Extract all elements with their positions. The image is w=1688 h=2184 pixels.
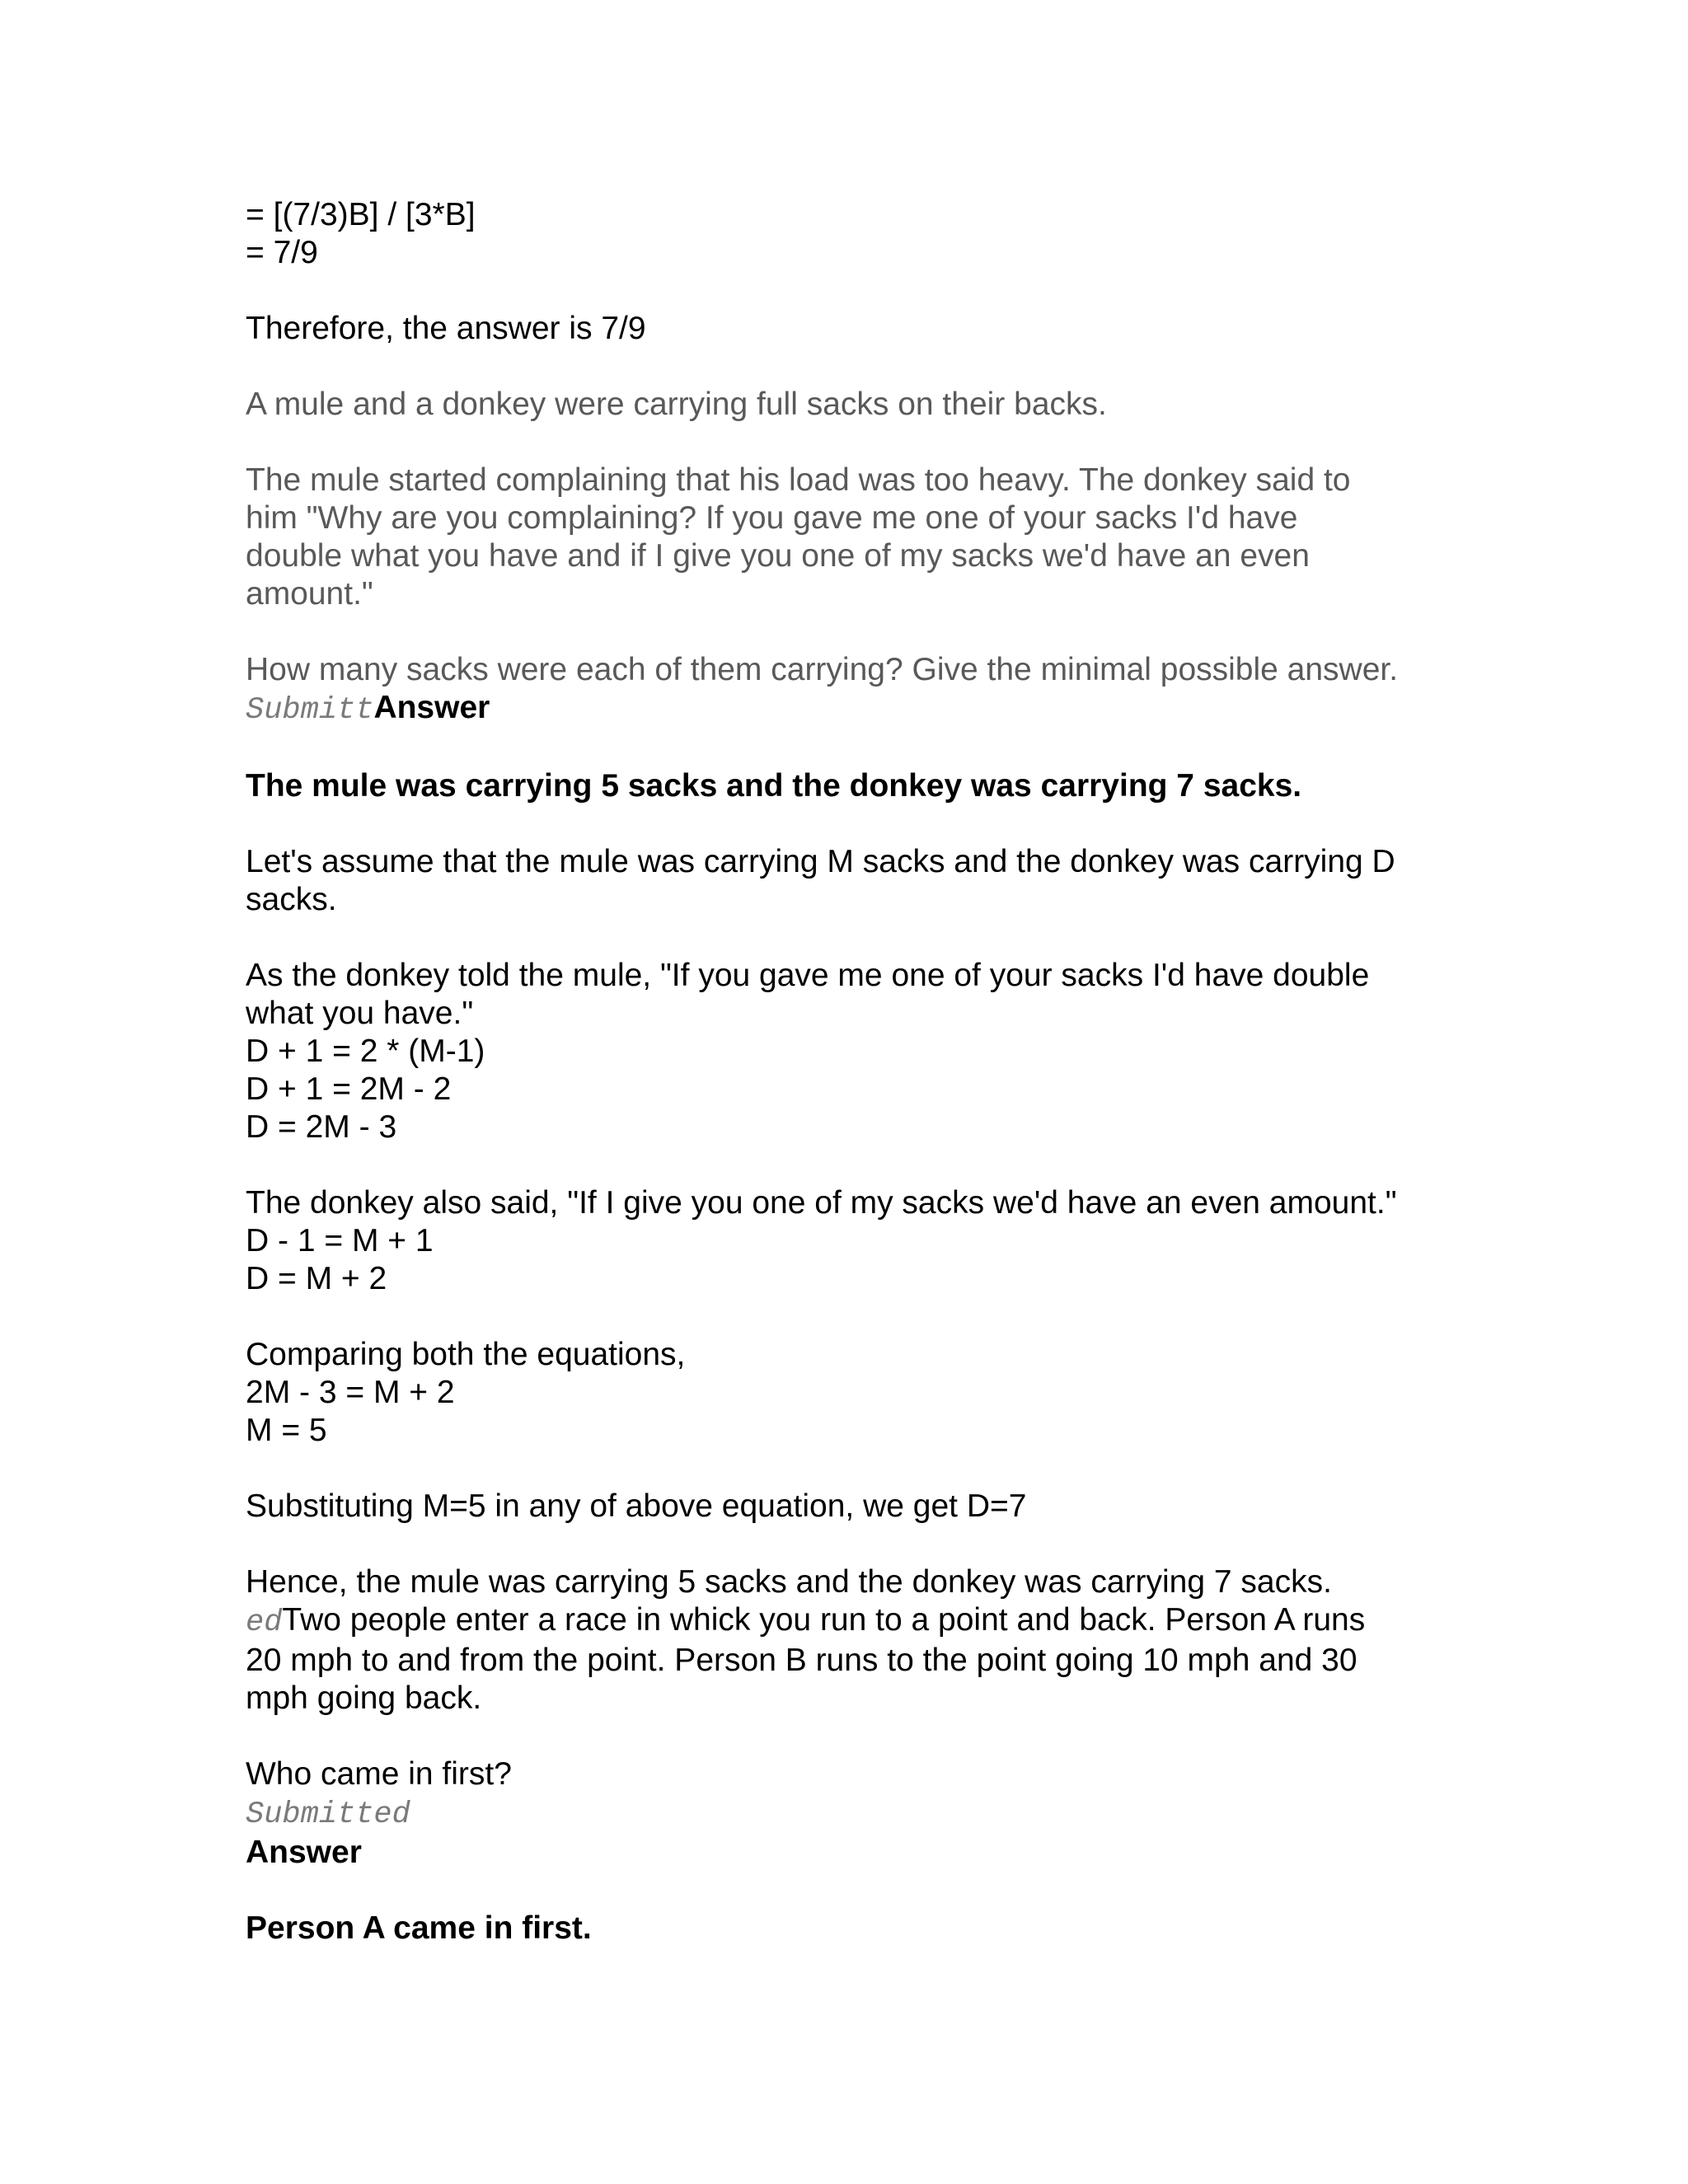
solution-text: sacks.: [246, 882, 337, 917]
solution-text: what you have.": [246, 996, 474, 1031]
puzzle-intro: A mule and a donkey were carrying full sacks on their backs.: [246, 387, 1107, 422]
spacer: [246, 348, 1449, 386]
spacer: [246, 1146, 1449, 1184]
spacer: [246, 919, 1449, 957]
answer-statement: Person A came in first.: [246, 1910, 592, 1946]
equation-line: D + 1 = 2M - 2: [246, 1071, 452, 1107]
answer-heading: Answer: [373, 690, 490, 725]
spacer: [246, 1526, 1449, 1563]
spacer: [246, 272, 1449, 310]
spacer: [246, 805, 1449, 843]
puzzle-story-line: double what you have and if I give you one of my sacks we'd have an even: [246, 538, 1310, 574]
spacer: [246, 424, 1449, 462]
solution-text: Hence, the mule was carrying 5 sacks and the donkey was carrying 7 sacks.: [246, 1564, 1332, 1600]
equation-line: D - 1 = M + 1: [246, 1223, 434, 1258]
submitted-label: Submitt: [246, 693, 374, 728]
race-intro-text: Two people enter a race in whick you run to a point and back. Person A runs: [282, 1602, 1366, 1638]
equation-line: D = 2M - 3: [246, 1109, 397, 1145]
equation-line: = [(7/3)B] / [3*B]: [246, 197, 476, 232]
race-intro-text: mph going back.: [246, 1680, 482, 1716]
puzzle-story-line: him "Why are you complaining? If you gave me one of your sacks I'd have: [246, 500, 1298, 536]
puzzle-story-line: amount.": [246, 576, 373, 612]
race-question: Who came in first?: [246, 1756, 512, 1792]
puzzle-question: How many sacks were each of them carrying? Give the minimal possible answer.: [246, 652, 1399, 687]
spacer: [246, 1872, 1449, 1910]
spacer: [246, 1298, 1449, 1336]
equation-line: = 7/9: [246, 235, 318, 270]
spacer: [246, 1718, 1449, 1755]
spacer: [246, 613, 1449, 651]
equation-line: D + 1 = 2 * (M-1): [246, 1033, 485, 1069]
puzzle-story-line: The mule started complaining that his load was too heavy. The donkey said to: [246, 462, 1351, 498]
spacer: [246, 1450, 1449, 1488]
document-body: [246, 196, 1449, 1947]
solution-text: The donkey also said, "If I give you one of my sacks we'd have an even amount.": [246, 1185, 1397, 1221]
submitted-label: Submitted: [246, 1797, 410, 1832]
solution-text: Comparing both the equations,: [246, 1337, 686, 1372]
answer-statement: The mule was carrying 5 sacks and the donkey was carrying 7 sacks.: [246, 768, 1302, 804]
race-intro-text: 20 mph to and from the point. Person B runs to the point going 10 mph and 30: [246, 1643, 1357, 1678]
equation-line: D = M + 2: [246, 1261, 387, 1296]
submitted-row: [246, 1793, 1449, 1834]
answer-heading: Answer: [246, 1835, 362, 1870]
submitted-label: ed: [246, 1605, 283, 1640]
conclusion-text: Therefore, the answer is 7/9: [246, 311, 646, 346]
solution-text: Let's assume that the mule was carrying M sacks and the donkey was carrying D: [246, 844, 1395, 879]
solution-text: Substituting M=5 in any of above equation, we get D=7: [246, 1488, 1027, 1524]
solution-text: As the donkey told the mule, "If you gave me one of your sacks I'd have double: [246, 958, 1370, 993]
answer-heading-row: [246, 689, 1449, 729]
equation-line: M = 5: [246, 1413, 327, 1448]
equation-line: 2M - 3 = M + 2: [246, 1375, 455, 1410]
race-intro-row: [246, 1601, 1449, 1642]
spacer: [246, 729, 1449, 767]
